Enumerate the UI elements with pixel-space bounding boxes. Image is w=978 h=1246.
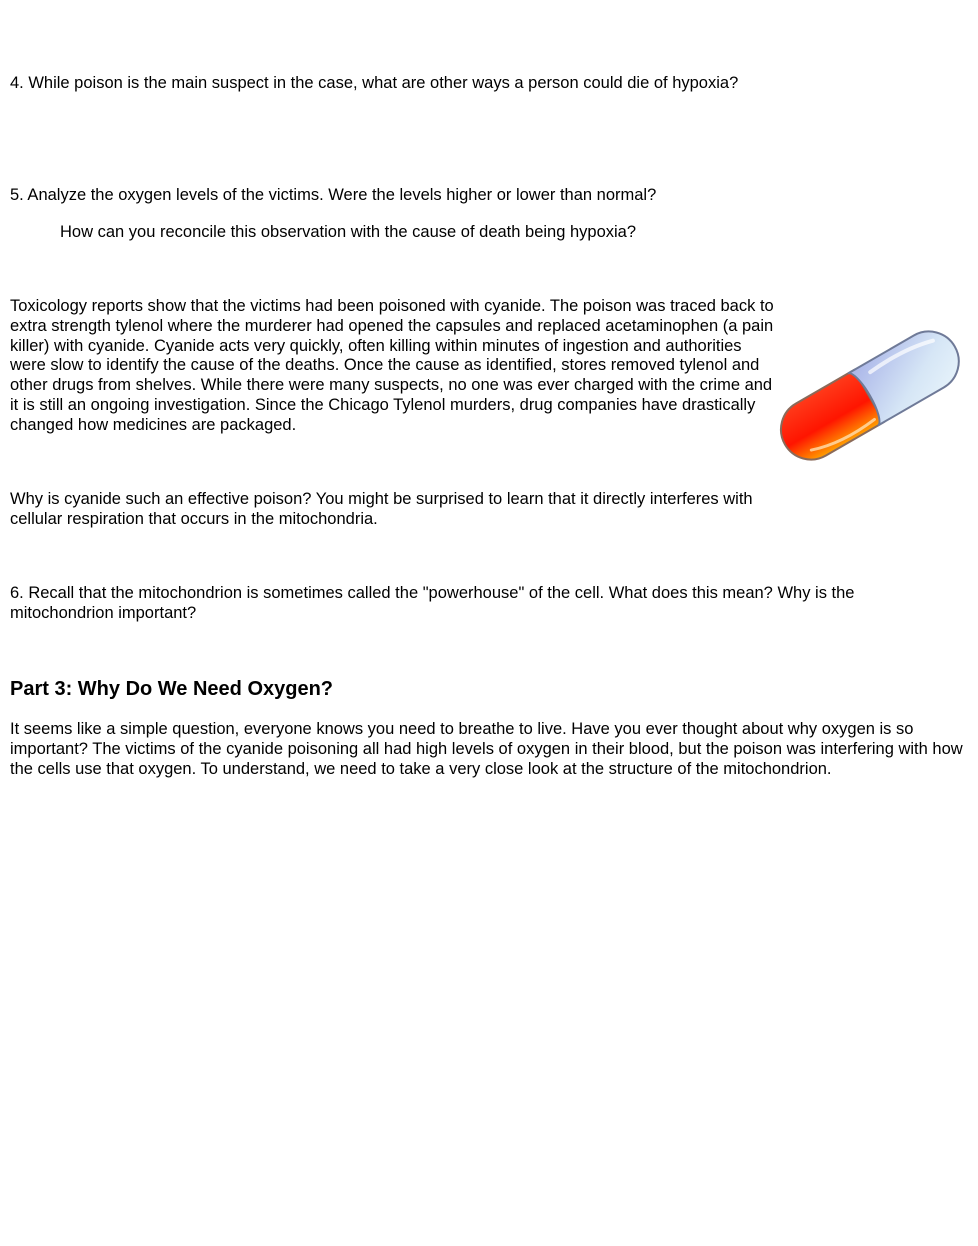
toxicology-paragraph: Toxicology reports show that the victims had been poisoned with cyanide. The poison was traced back to extra strength tylenol where the murderer had opened the capsules and replaced acetaminophen (a pain killer) with cyanide. Cyanide acts very quickly, often killing within minutes of ingestion and authorities were slow to identify the cause of the deaths. Once the cause as identified, stores removed tylenol and other drugs from shelves. While there were many suspects, no one was ever charged with the crime and it is still an ongoing investigation. Since the Chicago Tylenol murders, drug companies have drastically changed how medicines are packaged. (10, 297, 774, 434)
part-3-heading: Part 3: Why Do We Need Oxygen? (10, 678, 334, 700)
capsule-pill-icon (762, 318, 976, 474)
why-cyanide-paragraph: Why is cyanide such an effective poison? You might be surprised to learn that it directly interferes with cellular respiration that occurs in the mitochondria. (10, 490, 753, 528)
part-3-intro-paragraph: It seems like a simple question, everyone knows you need to breathe to live. Have you ever thought about why oxygen is so important? The victims of the cyanide poisoning all had high levels of oxygen in their blood, but the poison was interfering with how the cells use that oxygen. To understand, we need to take a very close look at the structure of the mitochondrion. (10, 720, 963, 778)
question-4: 4. While poison is the main suspect in the case, what are other ways a person could die of hypoxia? (10, 74, 739, 92)
question-5-followup: How can you reconcile this observation with the cause of death being hypoxia? (60, 223, 637, 241)
question-5: 5. Analyze the oxygen levels of the victims. Were the levels higher or lower than normal? (10, 186, 657, 204)
question-6: 6. Recall that the mitochondrion is sometimes called the "powerhouse" of the cell. What does this mean? Why is the mitochondrion important? (10, 584, 855, 622)
